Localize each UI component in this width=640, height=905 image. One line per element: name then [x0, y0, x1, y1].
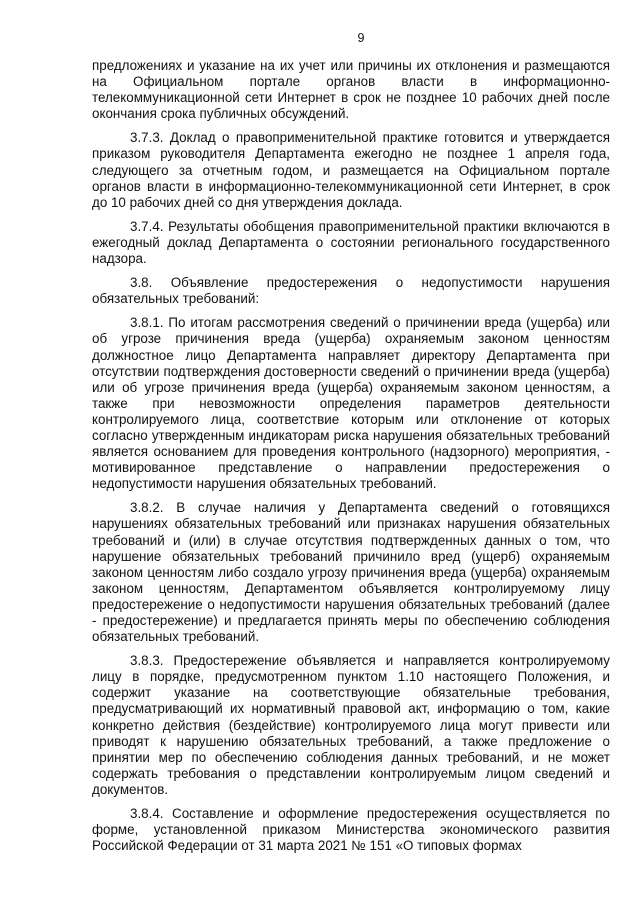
page-number: 9	[357, 31, 365, 45]
paragraph: 3.7.4. Результаты обобщения правоприменительной практики включаются в ежегодный доклад Департамента о состоянии регионального государственного надзора.	[92, 218, 610, 267]
paragraph: 3.8. Объявление предостережения о недопустимости нарушения обязательных требований:	[92, 275, 610, 307]
paragraph: 3.8.3. Предостережение объявляется и направляется контролируемому лицу в порядке, предусмотренном пунктом 1.10 настоящего Положения, и содержит указание на соответствующие обязательные требования, предусматривающий их нормативный правовой акт, информацию о том, какие конкретно действия (бездействие) контролируемого лица могут привести или приводят к нарушению обязательных требований, а также предложение о принятии мер по обеспечению соблюдения данных требований, и не может содержать требования о представлении контролируемым лицом сведений и документов.	[92, 653, 610, 797]
paragraph: 3.8.1. По итогам рассмотрения сведений о причинении вреда (ущерба) или об угрозе причинения вреда (ущерба) охраняемым законом ценностям должностное лицо Департамента направляет директору Департамента при отсутствии подтверждения достоверности сведений о причинении вреда (ущерба) или об угрозе причинения вреда (ущерба) охраняемым законом ценностям, а также при невозможности определения параметров деятельности контролируемого лица, соответствие которым или отклонение от которых согласно утвержденным индикаторам риска нарушения обязательных требований является основанием для проведения контрольного (надзорного) мероприятия, - мотивированное представление о направлении предостережения о недопустимости нарушения обязательных требований.	[92, 315, 610, 492]
paragraph: 3.8.4. Составление и оформление предостережения осуществляется по форме, установленной приказом Министерства экономического развития Российской Федерации от 31 марта 2021 № 151 «О типовых формах	[92, 806, 610, 854]
paragraph: 3.7.3. Доклад о правоприменительной практике готовится и утверждается приказом руководителя Департамента ежегодно не позднее 1 апреля года, следующего за отчетным годом, и размещается на Официальном портале органов власти в информационно-телекоммуникационной сети Интернет, в срок до 10 рабочих дней со дня утверждения доклада.	[92, 130, 610, 210]
paragraph: предложениях и указание на их учет или причины их отклонения и размещаются на Официальном портале органов власти в информационно-телекоммуникационной сети Интернет в срок не позднее 10 рабочих дней после окончания срока публичных обсуждений.	[92, 58, 610, 122]
paragraph: 3.8.2. В случае наличия у Департамента сведений о готовящихся нарушениях обязательных требований или признаках нарушения обязательных требований и (или) в случае отсутствия подтвержденных данных о том, что нарушение обязательных требований причинило вред (ущерб) охраняемым законом ценностям либо создало угрозу причинения вреда (ущерба) охраняемым законом ценностям, Департаментом объявляется контролируемому лицу предостережение о недопустимости нарушения обязательных требований (далее - предостережение) и предлагается принять меры по обеспечению соблюдения обязательных требований.	[92, 500, 610, 645]
document-body	[92, 58, 610, 854]
